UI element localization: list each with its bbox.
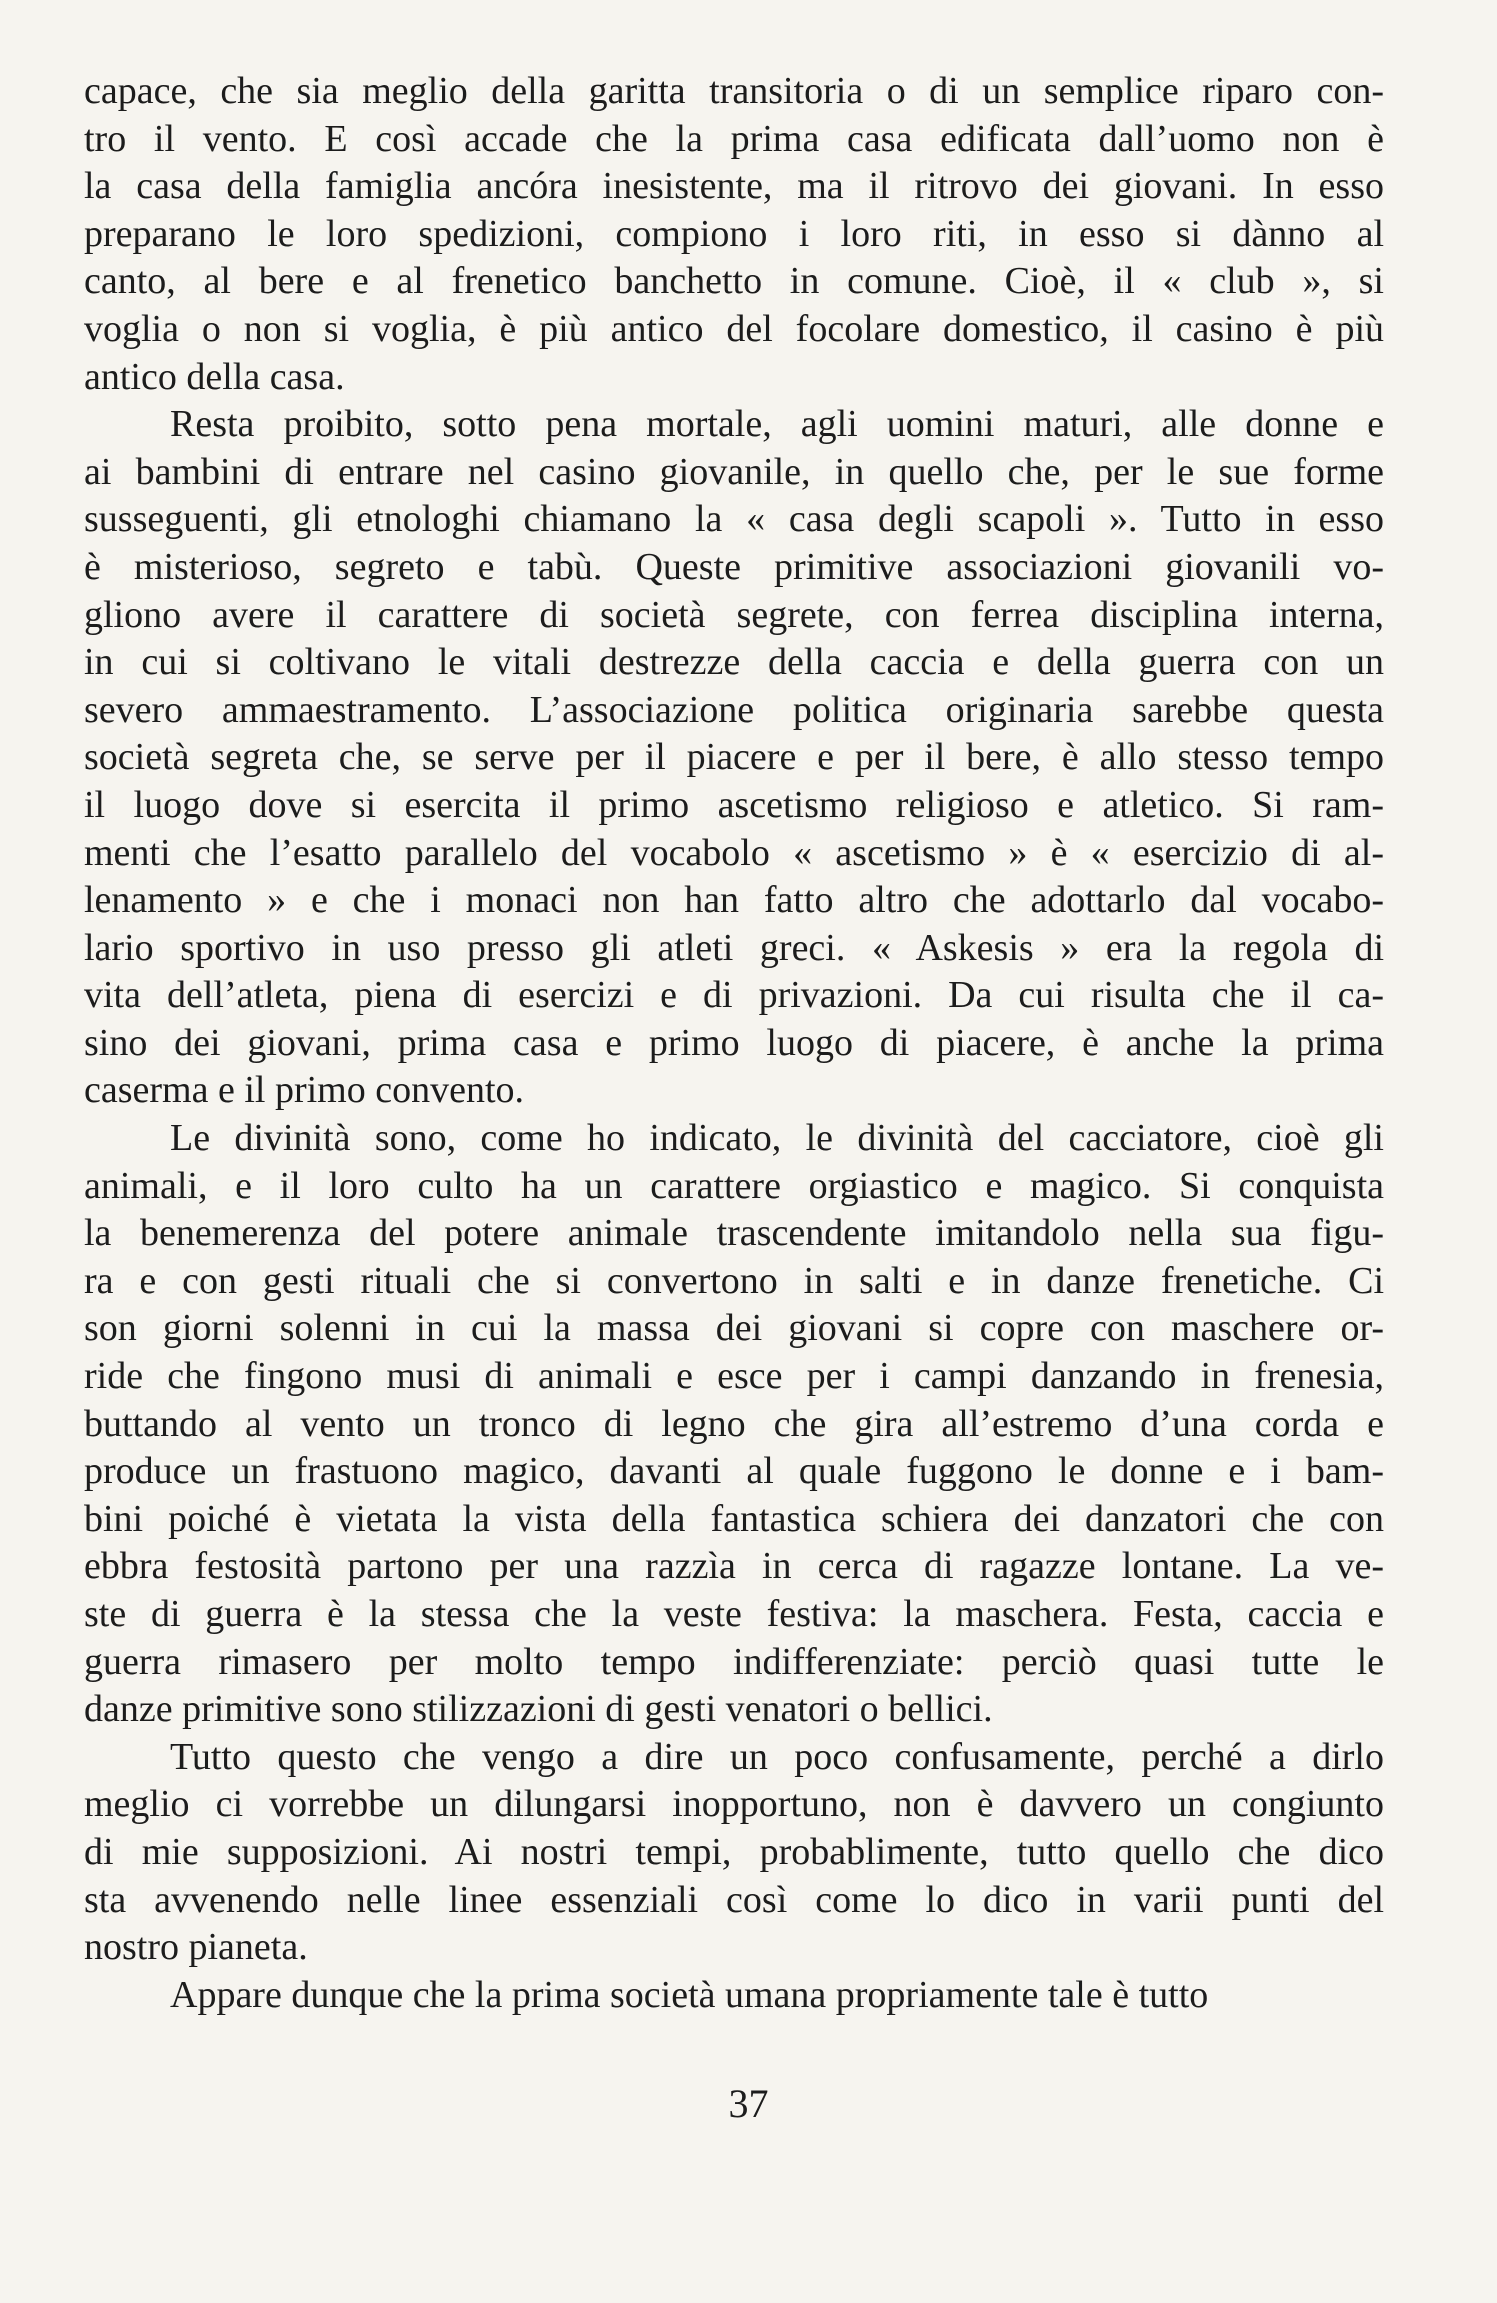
text-line: Resta proibito, sotto pena mortale, agli uomini maturi, alle donne e bbox=[170, 403, 1384, 446]
text-line: è misterioso, segreto e tabù. Queste primitive associazioni giovanili vo- bbox=[84, 545, 1384, 588]
text-line: la benemerenza del potere animale trascendente imitandolo nella sua figu- bbox=[84, 1212, 1384, 1255]
text-line: son giorni solenni in cui la massa dei giovani si copre con maschere or- bbox=[84, 1307, 1384, 1350]
text-line: capace, che sia meglio della garitta transitoria o di un semplice riparo con- bbox=[84, 70, 1384, 112]
text-line: sta avvenendo nelle linee essenziali così come lo dico in varii punti del bbox=[84, 1878, 1384, 1921]
text-line: meglio ci vorrebbe un dilungarsi inopportuno, non è davvero un congiunto bbox=[84, 1783, 1384, 1826]
paragraph bbox=[84, 1734, 1384, 1972]
text-line: Le divinità sono, come ho indicato, le divinità del cacciatore, cioè gli bbox=[170, 1117, 1384, 1160]
text-line: susseguenti, gli etnologhi chiamano la « casa degli scapoli ». Tutto in esso bbox=[84, 498, 1384, 541]
text-line: Tutto questo che vengo a dire un poco confusamente, perché a dirlo bbox=[170, 1735, 1384, 1778]
text-line: animali, e il loro culto ha un carattere orgiastico e magico. Si conquista bbox=[84, 1164, 1384, 1207]
text-line: canto, al bere e al frenetico banchetto in comune. Cioè, il « club », si bbox=[84, 260, 1384, 303]
text-line: nostro pianeta. bbox=[84, 1926, 308, 1969]
text-line: lenamento » e che i monaci non han fatto altro che adottarlo dal vocabo- bbox=[84, 879, 1384, 922]
text-line: guerra rimasero per molto tempo indifferenziate: perciò quasi tutte le bbox=[84, 1640, 1384, 1683]
text-line: in cui si coltivano le vitali destrezze della caccia e della guerra con un bbox=[84, 641, 1384, 684]
text-line: severo ammaestramento. L’associazione politica originaria sarebbe questa bbox=[84, 688, 1384, 731]
text-line: produce un frastuono magico, davanti al quale fuggono le donne e i bam- bbox=[84, 1450, 1384, 1493]
text-line: bini poiché è vietata la vista della fantastica schiera dei danzatori che con bbox=[84, 1497, 1384, 1540]
paragraph bbox=[84, 1115, 1384, 1734]
text-line: tro il vento. E così accade che la prima casa edificata dall’uomo non è bbox=[84, 117, 1384, 160]
text-line: ra e con gesti rituali che si convertono in salti e in danze frenetiche. Ci bbox=[84, 1259, 1384, 1302]
body-text bbox=[84, 68, 1384, 2019]
text-line: danze primitive sono stilizzazioni di gesti venatori o bellici. bbox=[84, 1688, 993, 1731]
text-line: menti che l’esatto parallelo del vocabolo « ascetismo » è « esercizio di al- bbox=[84, 831, 1384, 874]
text-line: ride che fingono musi di animali e esce per i campi danzando in frenesia, bbox=[84, 1355, 1384, 1398]
paragraph bbox=[84, 68, 1384, 401]
text-line: lario sportivo in uso presso gli atleti greci. « Askesis » era la regola di bbox=[84, 926, 1384, 969]
text-line: ai bambini di entrare nel casino giovanile, in quello che, per le sue forme bbox=[84, 450, 1384, 493]
text-line: buttando al vento un tronco di legno che gira all’estremo d’una corda e bbox=[84, 1402, 1384, 1445]
text-line: ebbra festosità partono per una razzìa in cerca di ragazze lontane. La ve- bbox=[84, 1545, 1384, 1588]
text-line: Appare dunque che la prima società umana propriamente tale è tutto bbox=[170, 1973, 1209, 2016]
text-line: ste di guerra è la stessa che la veste festiva: la maschera. Festa, caccia e bbox=[84, 1593, 1384, 1635]
paragraph bbox=[84, 1972, 1384, 2020]
text-line: la casa della famiglia ancóra inesistente, ma il ritrovo dei giovani. In esso bbox=[84, 165, 1384, 208]
text-line: sino dei giovani, prima casa e primo luogo di piacere, è anche la prima bbox=[84, 1021, 1384, 1064]
page-number: 37 bbox=[728, 2081, 769, 2126]
text-line: caserma e il primo convento. bbox=[84, 1069, 525, 1112]
paragraph bbox=[84, 401, 1384, 1115]
text-line: il luogo dove si esercita il primo ascetismo religioso e atletico. Si ram- bbox=[84, 783, 1384, 826]
text-line: società segreta che, se serve per il piacere e per il bere, è allo stesso tempo bbox=[84, 736, 1384, 779]
text-line: di mie supposizioni. Ai nostri tempi, probablimente, tutto quello che dico bbox=[84, 1830, 1384, 1873]
text-line: vita dell’atleta, piena di esercizi e di privazioni. Da cui risulta che il ca- bbox=[84, 974, 1384, 1017]
text-line: antico della casa. bbox=[84, 355, 345, 398]
text-line: voglia o non si voglia, è più antico del focolare domestico, il casino è più bbox=[84, 307, 1384, 350]
text-line: preparano le loro spedizioni, compiono i loro riti, in esso si dànno al bbox=[84, 212, 1384, 255]
text-line: gliono avere il carattere di società segrete, con ferrea disciplina interna, bbox=[84, 593, 1384, 636]
